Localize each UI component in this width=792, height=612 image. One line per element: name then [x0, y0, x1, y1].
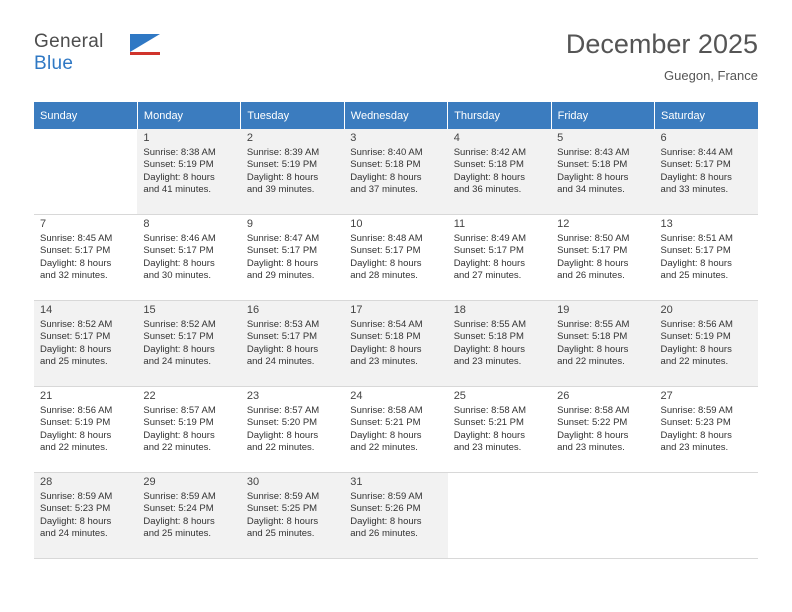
day-info-line: Daylight: 8 hours	[246, 257, 319, 269]
day-number: 28	[40, 476, 53, 488]
day-info-line: and 26 minutes.	[350, 528, 418, 540]
day-info-line: Sunset: 5:22 PM	[557, 417, 628, 429]
day-info-line: Sunrise: 8:55 AM	[557, 318, 630, 330]
day-number: 9	[246, 218, 253, 230]
day-info-line: Sunset: 5:17 PM	[40, 331, 111, 343]
day-number: 22	[143, 390, 156, 402]
weekday-header-thursday: Thursday	[448, 102, 551, 129]
day-number: 16	[246, 304, 260, 316]
day-info-line: and 22 minutes.	[660, 356, 729, 368]
day-info-line: Sunset: 5:18 PM	[557, 159, 628, 171]
day-info-line: Sunrise: 8:59 AM	[660, 404, 733, 416]
calendar-day-cell[interactable]	[241, 387, 344, 473]
day-number: 11	[453, 218, 466, 230]
day-number: 7	[40, 218, 47, 230]
day-info-line: Sunrise: 8:42 AM	[453, 146, 527, 158]
day-info-line: Daylight: 8 hours	[143, 515, 215, 527]
calendar-week-row	[34, 301, 758, 387]
weekday-header-friday: Friday	[551, 102, 654, 129]
calendar-table	[34, 102, 758, 559]
title-block	[566, 28, 758, 83]
calendar-day-cell[interactable]	[241, 301, 344, 387]
day-info-line: Sunset: 5:19 PM	[660, 331, 731, 343]
day-info-line: Sunset: 5:25 PM	[246, 503, 318, 515]
day-number: 29	[143, 476, 156, 488]
day-info-line: Daylight: 8 hours	[40, 515, 112, 527]
day-info-line: Daylight: 8 hours	[350, 515, 422, 527]
day-info-line: and 36 minutes.	[453, 184, 522, 196]
day-info-line: Daylight: 8 hours	[453, 171, 525, 183]
day-info-line: Daylight: 8 hours	[143, 343, 215, 355]
day-info-line: Sunset: 5:18 PM	[350, 331, 421, 343]
day-info-line: Daylight: 8 hours	[40, 257, 112, 269]
day-info-line: and 39 minutes.	[246, 184, 315, 196]
day-info-line: and 33 minutes.	[660, 184, 729, 196]
calendar-day-cell[interactable]	[137, 301, 240, 387]
day-info-line: Sunset: 5:17 PM	[246, 331, 318, 343]
day-info-line: and 28 minutes.	[350, 270, 418, 282]
day-info-line: and 41 minutes.	[143, 184, 212, 196]
day-info-line: Daylight: 8 hours	[40, 429, 112, 441]
calendar-day-cell[interactable]	[34, 215, 137, 301]
calendar-empty-cell	[655, 473, 758, 559]
day-info-line: and 27 minutes.	[453, 270, 522, 282]
day-info-line: Daylight: 8 hours	[246, 515, 319, 527]
day-info-line: Sunrise: 8:58 AM	[350, 404, 423, 416]
flag-icon	[130, 34, 160, 52]
calendar-day-cell[interactable]	[344, 387, 447, 473]
calendar-day-cell[interactable]	[344, 473, 447, 559]
day-info-line: Sunset: 5:19 PM	[246, 159, 318, 171]
day-info-line: Sunrise: 8:59 AM	[143, 490, 216, 502]
day-info-line: Sunrise: 8:49 AM	[453, 232, 527, 244]
day-number: 4	[453, 132, 460, 144]
calendar-day-cell[interactable]	[344, 215, 447, 301]
day-info-line: Daylight: 8 hours	[40, 343, 112, 355]
day-info-line: and 37 minutes.	[350, 184, 418, 196]
calendar-empty-cell	[448, 473, 551, 559]
day-info-line: Sunrise: 8:46 AM	[143, 232, 216, 244]
day-info-line: Daylight: 8 hours	[453, 257, 525, 269]
day-info-line: Sunrise: 8:52 AM	[143, 318, 216, 330]
day-info-line: Sunrise: 8:59 AM	[40, 490, 113, 502]
calendar-day-cell[interactable]	[551, 387, 654, 473]
day-info-line: Daylight: 8 hours	[557, 257, 629, 269]
day-info-line: Sunset: 5:19 PM	[40, 417, 111, 429]
day-info-line: Sunset: 5:17 PM	[143, 245, 214, 257]
day-info-line: and 29 minutes.	[246, 270, 315, 282]
day-info-line: and 22 minutes.	[246, 442, 315, 454]
day-info-line: Sunrise: 8:53 AM	[246, 318, 320, 330]
day-info-line: Daylight: 8 hours	[557, 343, 629, 355]
day-info-line: Daylight: 8 hours	[246, 429, 319, 441]
day-info-line: Daylight: 8 hours	[660, 257, 732, 269]
day-info-line: Sunrise: 8:45 AM	[40, 232, 113, 244]
day-number: 2	[246, 132, 253, 144]
day-info-line: Sunrise: 8:48 AM	[350, 232, 423, 244]
day-number: 5	[557, 132, 564, 144]
day-info-line: Daylight: 8 hours	[660, 429, 732, 441]
page-title: December 2025	[565, 29, 758, 59]
day-info-line: Sunset: 5:26 PM	[350, 503, 421, 515]
day-info-line: Daylight: 8 hours	[246, 343, 319, 355]
day-info-line: Daylight: 8 hours	[453, 429, 525, 441]
calendar-day-cell[interactable]	[344, 129, 447, 215]
day-info-line: Sunrise: 8:47 AM	[246, 232, 320, 244]
day-info-line: and 25 minutes.	[143, 528, 212, 540]
calendar-day-cell[interactable]	[241, 215, 344, 301]
calendar-body	[34, 129, 758, 559]
day-number: 15	[143, 304, 156, 316]
day-number: 30	[246, 476, 260, 488]
day-info-line: Sunrise: 8:57 AM	[246, 404, 320, 416]
day-number: 19	[557, 304, 570, 316]
day-info-line: Sunset: 5:17 PM	[660, 245, 731, 257]
calendar-empty-cell	[551, 473, 654, 559]
day-info-line: Sunset: 5:21 PM	[350, 417, 421, 429]
day-info-line: and 23 minutes.	[660, 442, 729, 454]
day-info-line: and 24 minutes.	[143, 356, 212, 368]
day-info-line: Sunset: 5:17 PM	[453, 245, 524, 257]
day-info-line: Daylight: 8 hours	[453, 343, 525, 355]
day-number: 23	[246, 390, 260, 402]
day-number: 14	[40, 304, 53, 316]
day-info-line: Sunrise: 8:40 AM	[350, 146, 423, 158]
day-info-line: Sunset: 5:17 PM	[143, 331, 214, 343]
day-info-line: Sunset: 5:20 PM	[246, 417, 318, 429]
calendar-day-cell[interactable]	[137, 215, 240, 301]
calendar-day-cell[interactable]	[551, 129, 654, 215]
day-info-line: and 23 minutes.	[453, 356, 522, 368]
calendar-day-cell[interactable]	[241, 473, 344, 559]
day-info-line: Daylight: 8 hours	[660, 343, 732, 355]
calendar-day-cell[interactable]	[655, 129, 758, 215]
day-info-line: and 23 minutes.	[557, 442, 625, 454]
day-info-line: Sunrise: 8:56 AM	[40, 404, 113, 416]
day-number: 17	[350, 304, 363, 316]
day-info-line: Daylight: 8 hours	[350, 171, 422, 183]
day-number: 13	[660, 218, 673, 230]
brand-name-general: General	[34, 31, 104, 52]
weekday-header-wednesday: Wednesday	[344, 102, 447, 129]
day-info-line: Sunset: 5:19 PM	[143, 417, 214, 429]
calendar-day-cell[interactable]	[448, 215, 551, 301]
day-info-line: Sunrise: 8:54 AM	[350, 318, 423, 330]
day-info-line: and 32 minutes.	[40, 270, 108, 282]
day-number: 21	[40, 390, 53, 402]
day-info-line: Daylight: 8 hours	[143, 171, 215, 183]
calendar-day-cell[interactable]	[241, 129, 344, 215]
calendar-empty-cell	[34, 129, 137, 215]
day-number: 24	[350, 390, 363, 402]
day-info-line: Sunset: 5:17 PM	[40, 245, 111, 257]
day-info-line: and 25 minutes.	[660, 270, 729, 282]
calendar-header-row	[34, 102, 758, 129]
day-info-line: Daylight: 8 hours	[143, 429, 215, 441]
day-info-line: and 22 minutes.	[143, 442, 212, 454]
day-info-line: Sunrise: 8:58 AM	[453, 404, 527, 416]
day-info-line: Sunrise: 8:43 AM	[557, 146, 630, 158]
day-info-line: Daylight: 8 hours	[143, 257, 215, 269]
day-info-line: Sunset: 5:17 PM	[350, 245, 421, 257]
day-info-line: Sunrise: 8:51 AM	[660, 232, 733, 244]
calendar-day-cell[interactable]	[137, 473, 240, 559]
day-number: 27	[660, 390, 673, 402]
calendar-day-cell[interactable]	[344, 301, 447, 387]
day-info-line: Sunset: 5:18 PM	[453, 159, 524, 171]
day-info-line: Sunset: 5:17 PM	[246, 245, 318, 257]
day-info-line: Daylight: 8 hours	[350, 343, 422, 355]
day-info-line: and 23 minutes.	[350, 356, 418, 368]
day-info-line: Sunset: 5:24 PM	[143, 503, 214, 515]
calendar-day-cell[interactable]	[137, 129, 240, 215]
calendar-day-cell[interactable]	[551, 215, 654, 301]
day-info-line: and 23 minutes.	[453, 442, 522, 454]
day-number: 18	[453, 304, 466, 316]
day-info-line: Sunrise: 8:50 AM	[557, 232, 630, 244]
day-info-line: Sunrise: 8:58 AM	[557, 404, 630, 416]
day-number: 12	[557, 218, 570, 230]
day-number: 31	[350, 476, 363, 488]
day-info-line: and 24 minutes.	[246, 356, 315, 368]
day-number: 26	[557, 390, 570, 402]
calendar-day-cell[interactable]	[655, 215, 758, 301]
day-number: 20	[660, 304, 673, 316]
day-info-line: Sunrise: 8:55 AM	[453, 318, 527, 330]
calendar-week-row	[34, 215, 758, 301]
day-info-line: Daylight: 8 hours	[557, 429, 629, 441]
brand-name-blue: Blue	[34, 53, 74, 74]
day-info-line: Sunset: 5:17 PM	[660, 159, 731, 171]
weekday-header-saturday: Saturday	[655, 102, 758, 129]
calendar-day-cell[interactable]	[448, 129, 551, 215]
day-info-line: Daylight: 8 hours	[246, 171, 319, 183]
calendar-day-cell[interactable]	[34, 473, 137, 559]
day-info-line: and 26 minutes.	[557, 270, 625, 282]
day-info-line: Daylight: 8 hours	[350, 429, 422, 441]
calendar-day-cell[interactable]	[655, 301, 758, 387]
weekday-header-tuesday: Tuesday	[241, 102, 344, 129]
location-subtitle: Guegon, France	[664, 68, 758, 83]
day-number: 3	[350, 132, 357, 144]
calendar-day-cell[interactable]	[448, 387, 551, 473]
calendar-week-row	[34, 387, 758, 473]
calendar-day-cell[interactable]	[34, 387, 137, 473]
day-info-line: Sunrise: 8:52 AM	[40, 318, 113, 330]
day-info-line: Sunset: 5:21 PM	[453, 417, 524, 429]
day-info-line: and 25 minutes.	[246, 528, 315, 540]
day-info-line: and 22 minutes.	[350, 442, 418, 454]
day-info-line: Daylight: 8 hours	[660, 171, 732, 183]
day-info-line: and 22 minutes.	[40, 442, 108, 454]
calendar-week-row	[34, 473, 758, 559]
day-info-line: Daylight: 8 hours	[350, 257, 422, 269]
page-header	[34, 28, 758, 96]
day-info-line: Sunset: 5:17 PM	[557, 245, 628, 257]
day-info-line: Sunrise: 8:39 AM	[246, 146, 320, 158]
day-info-line: Sunset: 5:18 PM	[453, 331, 524, 343]
day-info-line: Sunrise: 8:56 AM	[660, 318, 733, 330]
day-info-line: Sunset: 5:19 PM	[143, 159, 214, 171]
day-info-line: Daylight: 8 hours	[557, 171, 629, 183]
day-info-line: Sunrise: 8:59 AM	[246, 490, 320, 502]
day-info-line: Sunset: 5:23 PM	[40, 503, 111, 515]
calendar-day-cell[interactable]	[34, 301, 137, 387]
day-info-line: Sunrise: 8:59 AM	[350, 490, 423, 502]
flag-stripe-icon	[130, 52, 160, 55]
day-number: 25	[453, 390, 466, 402]
day-number: 10	[350, 218, 363, 230]
day-info-line: Sunrise: 8:57 AM	[143, 404, 216, 416]
day-info-line: and 25 minutes.	[40, 356, 108, 368]
day-number: 6	[660, 132, 667, 144]
calendar-day-cell[interactable]	[137, 387, 240, 473]
day-number: 1	[143, 132, 150, 144]
day-info-line: and 30 minutes.	[143, 270, 212, 282]
day-info-line: Sunrise: 8:38 AM	[143, 146, 216, 158]
day-info-line: and 22 minutes.	[557, 356, 625, 368]
day-info-line: Sunset: 5:18 PM	[350, 159, 421, 171]
weekday-header-sunday: Sunday	[34, 102, 137, 129]
brand-logo	[34, 28, 184, 74]
day-info-line: and 24 minutes.	[40, 528, 108, 540]
calendar-day-cell[interactable]	[448, 301, 551, 387]
weekday-header-monday: Monday	[137, 102, 240, 129]
day-number: 8	[143, 218, 150, 230]
day-info-line: and 34 minutes.	[557, 184, 625, 196]
day-info-line: Sunset: 5:23 PM	[660, 417, 731, 429]
calendar-day-cell[interactable]	[655, 387, 758, 473]
calendar-week-row	[34, 129, 758, 215]
calendar-day-cell[interactable]	[551, 301, 654, 387]
day-info-line: Sunrise: 8:44 AM	[660, 146, 733, 158]
day-info-line: Sunset: 5:18 PM	[557, 331, 628, 343]
